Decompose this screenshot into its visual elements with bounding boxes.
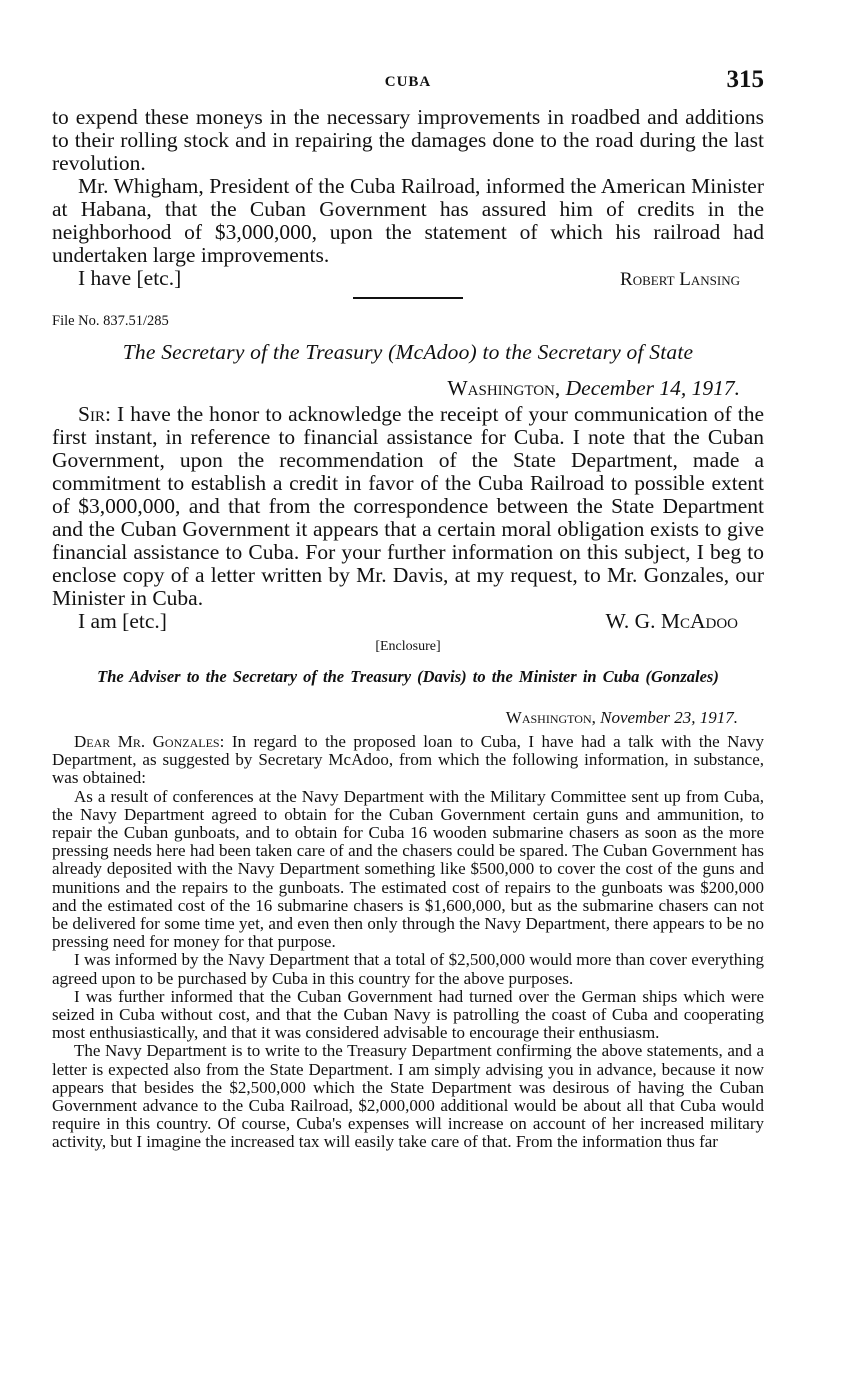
dateline-place: Washington, [447, 376, 561, 400]
section-divider [353, 297, 463, 299]
paragraph: Mr. Whigham, President of the Cuba Railroad, informed the American Minister at Habana, that the Cuban Government has assured him of credits in the neighborhood of $3,000,000, upon the statement of which his railroad had undertaken large improvements. [52, 174, 764, 267]
paragraph: I was further informed that the Cuban Government had turned over the German ships which were seized in Cuba without cost, and that the Cuban Navy is patrolling the coast of Cuba and cooperating most enthusiastically, and that it was considered advisable to encourage their enthusiasm. [52, 986, 764, 1043]
signature: Robert Lansing [620, 269, 740, 290]
page-number: 315 [726, 66, 764, 93]
dateline [52, 377, 764, 400]
closing: I have [etc.] [78, 266, 182, 290]
page-header [52, 66, 764, 106]
document-title: The Secretary of the Treasury (McAdoo) to the Secretary of State [122, 340, 694, 364]
paragraph: to expend these moneys in the necessary improvements in roadbed and additions to their rolling stock and in repairing the damages done to the road during the last revolution. [52, 105, 764, 175]
paragraph: I was informed by the Navy Department that a total of $2,500,000 would more than cover everything agreed upon to be purchased by Cuba in this country for the above purposes. [52, 950, 764, 988]
paragraph: As a result of conferences at the Navy Department with the Military Committee sent up from Cuba, the Navy Department agreed to obtain for the Cuban Government certain guns and ammunition, to repair the Cuban gunboats, and to obtain for Cuba 16 wooden submarine chasers as soon as the more pressing needs here had been taken care of and the chasers could be spared. The Cuban Government has already deposited with the Navy Department something like $500,000 to cover the cost of the guns and munitions and the repairs to the gunboats. The estimated cost of repairs to the gunboats was $200,000 and the estimated cost of the 16 submarine chasers is $1,600,000, but as the submarine chasers can not be delivered for some time yet, and even then only through the Navy Department, there appears to be no pressing need for money for that purpose. [52, 786, 764, 952]
salutation: Sir: [78, 402, 111, 426]
salutation: Dear Mr. Gonzales: [74, 732, 225, 751]
letter-body [52, 403, 764, 610]
enclosure-dateline [52, 708, 764, 728]
dateline-date: December 14, 1917. [565, 376, 740, 400]
letter-mcadoo [52, 377, 764, 633]
enclosure-label: [Enclosure] [375, 639, 441, 654]
enclosure-letter [52, 733, 764, 1152]
paragraph-text: In regard to the proposed loan to Cuba, I have had a talk with the Navy Department, as suggested by Secretary McAdoo, from which the following information, in substance, was obtained: [52, 732, 765, 788]
closing: I am [etc.] [78, 609, 167, 633]
letter-lansing [52, 106, 764, 291]
closing-row [52, 267, 764, 291]
paragraph [52, 733, 764, 788]
dateline-date: November 23, 1917. [600, 708, 738, 727]
enclosure-title: The Adviser to the Secretary of the Treasury (Davis) to the Minister in Cuba (Gonzales) [97, 667, 719, 686]
signature: W. G. McAdoo [605, 609, 738, 633]
body-text: I have the honor to acknowledge the receipt of your communication of the first instant, in reference to financial assistance for Cuba. I note that the Cuban Government, upon the recommendation of the State Department, made a commitment to establish a credit in favor of the Cuba Railroad to possible extent of $3,000,000, and that from the correspondence between the State Department and the Cuban Government it appears that a certain moral obligation exists to give financial assistance to Cuba. For your further information on this subject, I beg to enclose copy of a letter written by Mr. Davis, at my request, to Mr. Gonzales, our Minister in Cuba. [52, 402, 764, 610]
paragraph: The Navy Department is to write to the Treasury Department confirming the above statements, and a letter is expected also from the State Department. I am simply advising you in advance, because it now appears that besides the $2,500,000 which the State Department was desirous of having the Cuban Government advance to the Cuba Railroad, $2,000,000 additional would be about all that Cuba would require in this country. Of course, Cuba's expenses will increase on account of her increased military activity, but I imagine the increased tax will easily take care of that. From the information thus far [52, 1041, 764, 1152]
running-head: CUBA [384, 74, 432, 90]
file-number: File No. 837.51/285 [52, 313, 169, 329]
closing-row [52, 610, 764, 633]
dateline-place: Washington, [505, 708, 596, 727]
